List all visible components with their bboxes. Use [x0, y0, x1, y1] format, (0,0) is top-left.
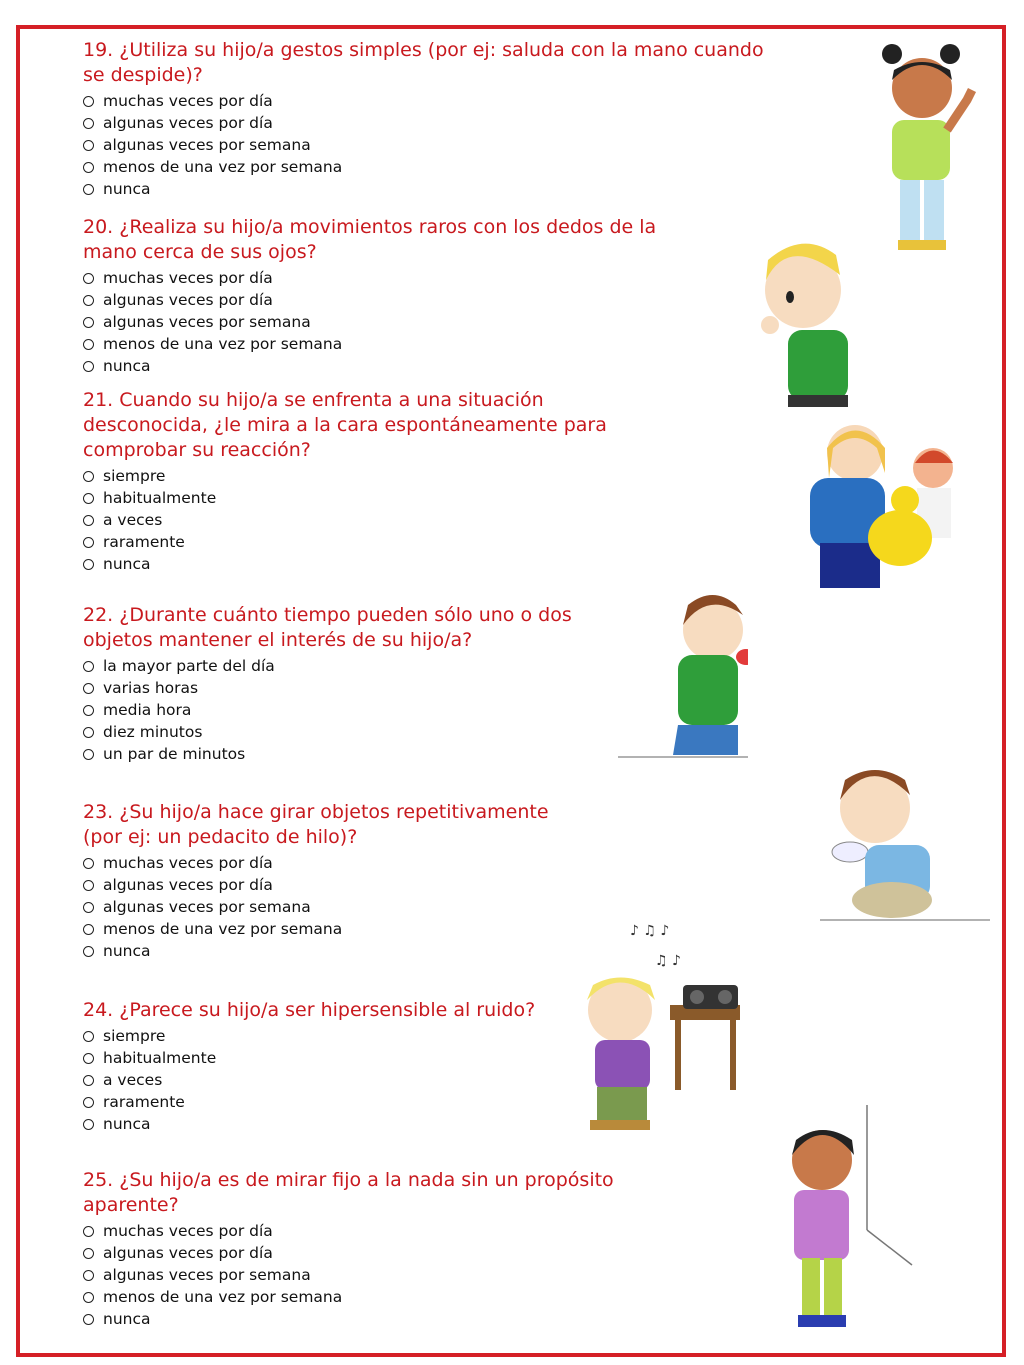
radio-button[interactable]: [83, 273, 94, 284]
option[interactable]: [83, 311, 683, 333]
option[interactable]: [83, 1069, 583, 1091]
question-21: [83, 388, 623, 575]
option[interactable]: [83, 874, 583, 896]
option[interactable]: [83, 1242, 663, 1264]
radio-button[interactable]: [83, 317, 94, 328]
option-label: raramente: [103, 533, 185, 551]
option-label: media hora: [103, 701, 192, 719]
options-list: [83, 465, 623, 575]
radio-button[interactable]: [83, 1097, 94, 1108]
option-label: nunca: [103, 180, 151, 198]
question-25: [83, 1168, 663, 1330]
option[interactable]: [83, 289, 683, 311]
question-title: 22. ¿Durante cuánto tiempo pueden sólo uno o dos objetos mantener el interés de su hijo/a?: [83, 604, 572, 651]
svg-text:♪ ♫ ♪: ♪ ♫ ♪: [630, 923, 670, 939]
option[interactable]: [83, 1286, 663, 1308]
radio-button[interactable]: [83, 727, 94, 738]
radio-button[interactable]: [83, 1292, 94, 1303]
option[interactable]: [83, 699, 583, 721]
radio-button[interactable]: [83, 902, 94, 913]
radio-button[interactable]: [83, 1031, 94, 1042]
radio-button[interactable]: [83, 118, 94, 129]
option-label: algunas veces por semana: [103, 313, 311, 331]
option-label: varias horas: [103, 679, 199, 697]
radio-button[interactable]: [83, 162, 94, 173]
option[interactable]: [83, 531, 623, 553]
option-label: menos de una vez por semana: [103, 920, 343, 938]
option-label: nunca: [103, 1310, 151, 1328]
option-label: un par de minutos: [103, 745, 246, 763]
options-list: [83, 655, 583, 765]
option[interactable]: [83, 1047, 583, 1069]
option[interactable]: [83, 267, 683, 289]
radio-button[interactable]: [83, 880, 94, 891]
radio-button[interactable]: [83, 559, 94, 570]
boy-with-toy-illustration: [618, 585, 748, 765]
option-label: habitualmente: [103, 1049, 217, 1067]
boy-spinning-object-illustration: [820, 760, 990, 925]
girl-staring-illustration: [762, 1100, 917, 1340]
radio-button[interactable]: [83, 515, 94, 526]
radio-button[interactable]: [83, 946, 94, 957]
radio-button[interactable]: [83, 361, 94, 372]
girl-waving-illustration: [862, 40, 982, 260]
radio-button[interactable]: [83, 1075, 94, 1086]
radio-button[interactable]: [83, 1119, 94, 1130]
radio-button[interactable]: [83, 140, 94, 151]
radio-button[interactable]: [83, 184, 94, 195]
option-label: algunas veces por día: [103, 876, 273, 894]
option-label: algunas veces por día: [103, 114, 273, 132]
radio-button[interactable]: [83, 749, 94, 760]
radio-button[interactable]: [83, 339, 94, 350]
option[interactable]: [83, 677, 583, 699]
question-title: 23. ¿Su hijo/a hace girar objetos repetitivamente (por ej: un pedacito de hilo)?: [83, 801, 549, 848]
option-label: siempre: [103, 1027, 166, 1045]
option-label: la mayor parte del día: [103, 657, 275, 675]
question-22: [83, 603, 583, 765]
option-label: muchas veces por día: [103, 854, 273, 872]
question-title: 21. Cuando su hijo/a se enfrenta a una situación desconocida, ¿le mira a la cara espontáneamente para comprobar su reacción?: [83, 389, 607, 461]
svg-text:♫ ♪: ♫ ♪: [655, 953, 681, 969]
option[interactable]: [83, 487, 623, 509]
option[interactable]: [83, 1220, 663, 1242]
option[interactable]: [83, 852, 583, 874]
option-label: muchas veces por día: [103, 1222, 273, 1240]
option-label: siempre: [103, 467, 166, 485]
question-19: [83, 38, 773, 200]
option-label: algunas veces por día: [103, 291, 273, 309]
option[interactable]: [83, 156, 773, 178]
option-label: menos de una vez por semana: [103, 335, 343, 353]
radio-button[interactable]: [83, 96, 94, 107]
option-label: menos de una vez por semana: [103, 1288, 343, 1306]
option[interactable]: [83, 918, 583, 940]
option[interactable]: [83, 178, 773, 200]
option[interactable]: [83, 333, 683, 355]
option-label: muchas veces por día: [103, 269, 273, 287]
radio-button[interactable]: [83, 1053, 94, 1064]
mother-child-dog-illustration: [805, 418, 970, 608]
option[interactable]: [83, 743, 583, 765]
radio-button[interactable]: [83, 295, 94, 306]
option-label: habitualmente: [103, 489, 217, 507]
question-title: 19. ¿Utiliza su hijo/a gestos simples (por ej: saluda con la mano cuando se despide)?: [83, 39, 764, 86]
option[interactable]: [83, 1308, 663, 1330]
option-label: muchas veces por día: [103, 92, 273, 110]
radio-button[interactable]: [83, 1248, 94, 1259]
radio-button[interactable]: [83, 858, 94, 869]
option[interactable]: [83, 940, 583, 962]
option[interactable]: [83, 655, 583, 677]
options-list: [83, 852, 583, 962]
option[interactable]: [83, 1264, 663, 1286]
option-label: nunca: [103, 357, 151, 375]
option-label: algunas veces por semana: [103, 1266, 311, 1284]
option[interactable]: [83, 509, 623, 531]
radio-button[interactable]: [83, 661, 94, 672]
radio-button[interactable]: [83, 924, 94, 935]
option-label: nunca: [103, 942, 151, 960]
option[interactable]: [83, 721, 583, 743]
child-covering-ears-illustration: [565, 915, 745, 1135]
radio-button[interactable]: [83, 1314, 94, 1325]
radio-button[interactable]: [83, 705, 94, 716]
question-title: 24. ¿Parece su hijo/a ser hipersensible al ruido?: [83, 999, 536, 1021]
option[interactable]: [83, 1091, 583, 1113]
radio-button[interactable]: [83, 493, 94, 504]
question-24: [83, 998, 583, 1135]
option[interactable]: [83, 1025, 583, 1047]
option-label: algunas veces por semana: [103, 136, 311, 154]
option[interactable]: [83, 896, 583, 918]
radio-button[interactable]: [83, 1270, 94, 1281]
radio-button[interactable]: [83, 537, 94, 548]
option-label: a veces: [103, 1071, 163, 1089]
option[interactable]: [83, 90, 773, 112]
option[interactable]: [83, 112, 773, 134]
option-label: nunca: [103, 555, 151, 573]
option-label: menos de una vez por semana: [103, 158, 343, 176]
question-23: [83, 800, 583, 962]
option-label: algunas veces por semana: [103, 898, 311, 916]
radio-button[interactable]: [83, 1226, 94, 1237]
question-title: 25. ¿Su hijo/a es de mirar fijo a la nada sin un propósito aparente?: [83, 1169, 614, 1216]
option[interactable]: [83, 134, 773, 156]
options-list: [83, 267, 683, 377]
option[interactable]: [83, 553, 623, 575]
option-label: diez minutos: [103, 723, 203, 741]
option-label: raramente: [103, 1093, 185, 1111]
question-20: [83, 215, 683, 377]
option-label: nunca: [103, 1115, 151, 1133]
options-list: [83, 90, 773, 200]
radio-button[interactable]: [83, 683, 94, 694]
option-label: a veces: [103, 511, 163, 529]
options-list: [83, 1220, 663, 1330]
option[interactable]: [83, 465, 623, 487]
question-title: 20. ¿Realiza su hijo/a movimientos raros con los dedos de la mano cerca de sus ojos?: [83, 216, 657, 263]
boy-fingers-illustration: [748, 235, 858, 410]
option[interactable]: [83, 355, 683, 377]
radio-button[interactable]: [83, 471, 94, 482]
options-list: [83, 1025, 583, 1135]
option-label: algunas veces por día: [103, 1244, 273, 1262]
option[interactable]: [83, 1113, 583, 1135]
